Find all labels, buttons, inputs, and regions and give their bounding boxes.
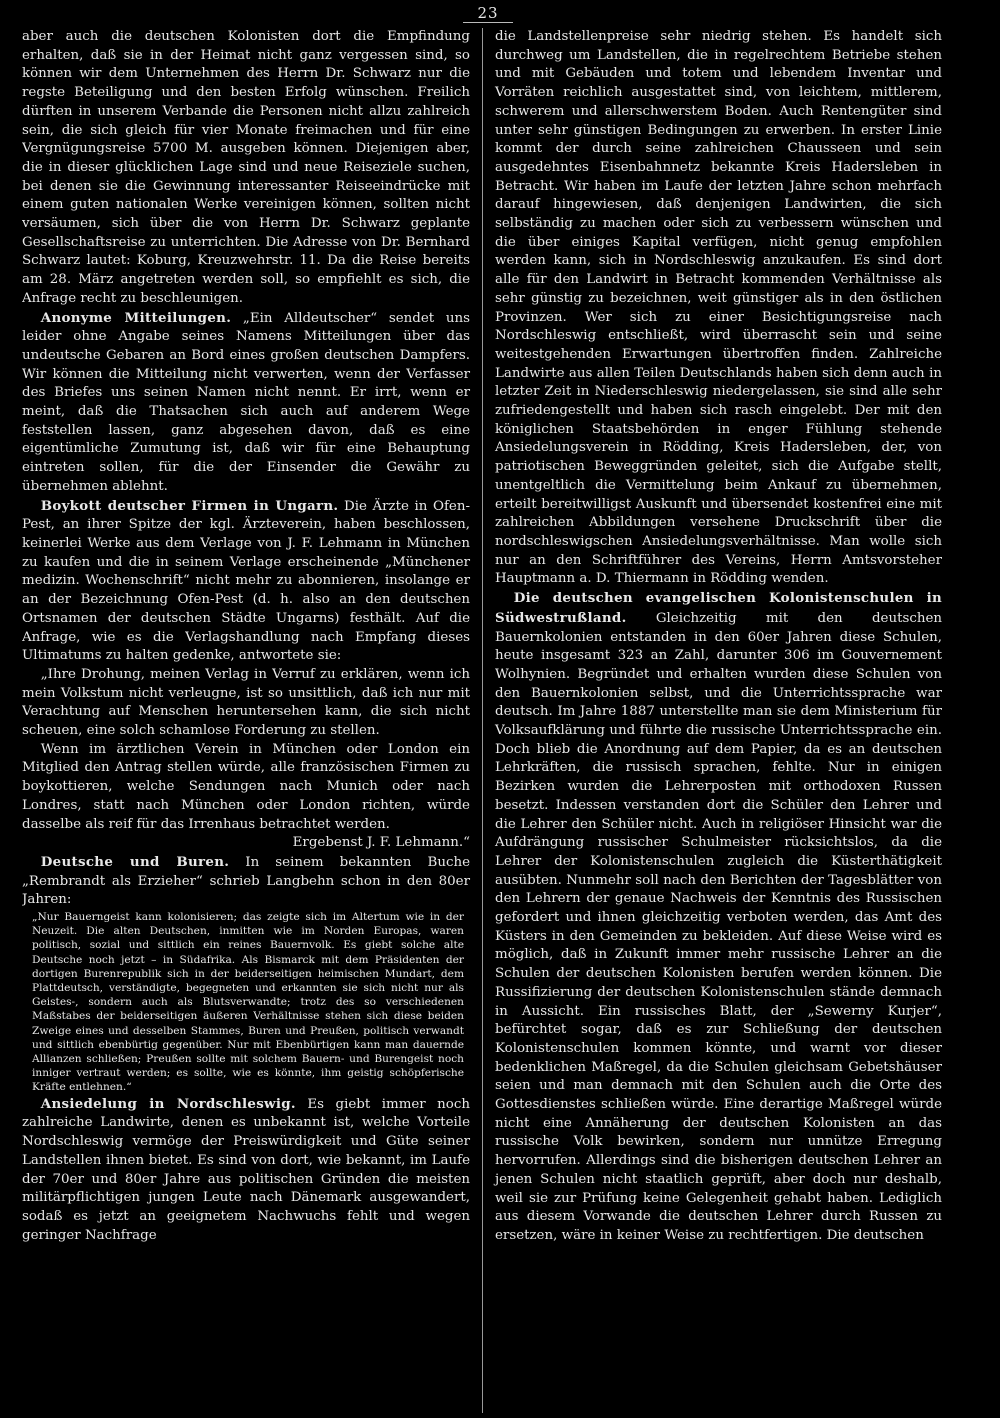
letter-paragraph: Wenn im ärztlichen Verein in München oder London ein Mitglied den Antrag stellen würde, alle französischen Firmen zu boykottieren, welche Sendungen nach Munich oder nach Londres, statt nach München oder London richten, würde dasselbe als reif für das Irrenhaus betrachtet werden. [22, 741, 470, 832]
article-heading: Boykott deutscher Firmen in Ungarn. [40, 497, 339, 514]
article-body: „Ein Alldeutscher“ sendet uns leider ohne Angabe seines Namens Mitteilungen über das undeutsche Gebaren an Bord eines großen deutschen Dampfers. Wir können die Mitteilung nicht verwerten, wenn der Verfasser des Briefes uns seinen Namen nicht nennt. Er irrt, wenn er meint, daß die Thatsachen sich auch auf anderem Wege feststellen lassen, ganz abgesehen davon, daß es eine eigentümliche Zumutung ist, daß wir für eine Behauptung eintreten sollen, für die der Einsender die Gewähr zu übernehmen ablehnt. [22, 310, 471, 494]
columns [22, 28, 954, 1413]
article-heading: Die deutschen evangelischen Kolonistenschulen in Südwestrußland. [495, 590, 942, 626]
right-column [482, 28, 942, 1413]
article-body: In seinem bekannten Buche „Rembrandt als Erzieher“ schrieb Langbehn schon in den 80er Jahren: [22, 854, 470, 908]
article-continuation: die Landstellenpreise sehr niedrig stehen. Es handelt sich durchweg um Landstellen, die in regelrechtem Betriebe stehen und mit Gebäuden und totem und lebendem Inventar und Vorräten reichlich ausgestattet sind, von leichtem, mittlerem, schwerem und allerschwerstem Boden. Auch Rentengüter sind unter sehr günstigen Bedingungen zu erwerben. In erster Linie kommt der durch seine zahlreichen Chausseen und sein ausgedehntes Eisenbahnnetz bekannte Kreis Hadersleben in Betracht. Wir haben im Laufe der letzten Jahre schon mehrfach darauf hingewiesen, daß denjenigen Landwirten, die sich selbständig zu machen oder sich zu verbessern wünschen und die über einiges Kapital verfügen, nicht genug empfohlen werden kann, sich in Nordschleswig anzukaufen. Es sind dort alle für den Landwirt in Betracht kommenden Verhältnisse als sehr günstig zu bezeichnen, weit günstiger als in den östlichen Provinzen. Wer sich zu einer Besichtigungsreise nach Nordschleswig entschließt, wird überrascht sein und seine weitestgehenden Erwartungen übertroffen finden. Zahlreiche Landwirte aus allen Teilen Deutschlands haben sich denn auch in letzter Zeit in Niederschleswig niedergelassen, sie sind alle sehr zufriedengestellt und haben sich rasch eingelebt. Der mit den königlichen Staatsbehörden in enger Fühlung stehende Ansiedelungsverein in Rödding, Kreis Hadersleben, der, von patriotischen Beweggründen geleitet, sich die Aufgabe stellt, unentgeltlich die Vermittelung beim Ankauf zu übernehmen, erteilt bereitwilligst Auskunft und übersendet kostenfrei eine mit zahlreichen Abbildungen versehene Druckschrift über die nordschleswigschen Ansiedelungsverhältnisse. Man wolle sich nur an den Schriftführer des Vereins, Herrn Amtsvorsteher Hauptmann a. D. Thiermann in Rödding wenden. [495, 29, 942, 587]
article-anonyme-mitteilungen [22, 309, 470, 497]
article-heading: Deutsche und Buren. [40, 853, 230, 870]
article-ansiedelung [22, 1095, 470, 1246]
article-body: Gleichzeitig mit den deutschen Bauernkolonien entstanden in den 60er Jahren diese Schulen, heute insgesamt 323 an Zahl, darunter 306 im Gouvernement Wolhynien. Begründet und erhalten wurden diese Schulen von den Bauernkolonien selbst, und die Unterrichtssprache war deutsch. Im Jahre 1887 unterstellte man sie dem Ministerium für Volksaufklärung und führte die russische Unterrichtssprache ein. Doch blieb die Anordnung auf dem Papier, da es an deutschen Lehrkräften, die russisch sprachen, fehlte. Nur in einigen Bezirken wurden die Lehrerposten mit orthodoxen Russen besetzt. Indessen verstanden dort die Schüler den Lehrer und die Lehrer den Schüler nicht. Auch in religiöser Hinsicht war die Aufdrängung russischer Schulmeister rücksichtslos, da die Lehrer der Kolonistenschulen zugleich die Küsterthätigkeit ausübten. Nunmehr soll nach den Berichten der Tagesblätter von den Lehrern der genaue Nachweis der Kenntnis des Russischen gefordert und ihnen gleichzeitig verboten werden, das Amt des Küsters in den Gemeinden zu bekleiden. Auf diese Weise wird es möglich, daß in Zukunft immer mehr russische Lehrer an die Schulen der deutschen Kolonisten berufen werden können. Die Russifizierung der deutschen Kolonistenschulen stände demnach in Aussicht. Ein russisches Blatt, der „Sewerny Kurjer“, befürchtet sogar, daß es zur Schließung der deutschen Kolonistenschulen kommen könnte, und warnt vor dieser bedenklichen Maßregel, da die Schulen gleichsam Gebetshäuser seien und man demnach mit den Schulen auch die Orte des Gottesdienstes schließen würde. Eine derartige Maßregel würde nicht eine Annäherung der deutschen Kolonisten an das russische Volk bewirken, sondern nur unnütze Erregung hervorrufen. Allerdings sind die bisherigen deutschen Lehrer an jenen Schulen nicht staatlich geprüft, aber doch nur deshalb, weil sie zur Prüfung keine Gelegenheit gehabt haben. Lediglich aus diesem Vorwande die deutschen Lehrer durch Russen zu ersetzen, wäre in keiner Weise zu rechtfertigen. Die deutschen [495, 610, 942, 1243]
letter-paragraph: „Ihre Drohung, meinen Verlag in Verruf zu erklären, wenn ich mein Volkstum nicht verleugne, ist so unsittlich, daß ich nur mit Verachtung auf Menschen heruntersehen kann, die sich nicht scheuen, eine solch schamlose Forderung zu stellen. [22, 666, 470, 739]
article-heading: Ansiedelung in Nordschleswig. [40, 1095, 296, 1112]
article-body: Die Ärzte in Ofen-Pest, an ihrer Spitze der kgl. Ärzteverein, haben beschlossen, keinerlei Werke aus dem Verlage von J. F. Lehmann in München zu kaufen und die in seinem Verlage erscheinende „Münchener medizin. Wochenschrift“ nicht mehr zu abonnieren, insolange er an der Bezeichnung Ofen-Pest (d. h. also an den deutschen Ortsnamen der deutschen Städte Ungarns) festhält. Auf die Anfrage, wie es die Verlagshandlung nach Empfang dieses Ultimatums zu halten gedenke, antwortete sie: [22, 498, 470, 664]
article-kolonistenschulen [495, 589, 942, 1246]
page-number: 23 [22, 4, 954, 28]
article-boykott [22, 497, 470, 666]
article-heading: Anonyme Mitteilungen. [40, 309, 232, 326]
left-column [22, 28, 482, 1413]
article-deutsche-und-buren [22, 853, 470, 910]
article-continuation: aber auch die deutschen Kolonisten dort die Empfindung erhalten, daß sie in der Heimat nicht ganz vergessen sind, so können wir dem Unternehmen des Herrn Dr. Schwarz nur die regste Beteiligung und den besten Erfolg wünschen. Freilich dürften in unserem Verbande die Personen nicht allzu zahlreich sein, die sich gleich für vier Monate freimachen und für eine Vergnügungsreise 5700 M. ausgeben können. Diejenigen aber, die in dieser glücklichen Lage sind und neue Reiseziele suchen, bei denen sie die Gewinnung interessanter Reiseeindrücke mit einem guten nationalen Werke vereinigen können, sollten nicht versäumen, sich über die von Herrn Dr. Schwarz geplante Gesellschaftsreise zu unterrichten. Die Adresse von Dr. Bernhard Schwarz lautet: Koburg, Kreuzwehrstr. 11. Da die Reise bereits am 28. März angetreten werden soll, so empfiehlt es sich, die Anfrage recht zu beschleunigen. [22, 29, 470, 306]
block-quote: „Nur Bauerngeist kann kolonisieren; das zeigte sich im Altertum wie in der Neuzeit. Die alten Deutschen, inmitten wie im Norden Europas, waren politisch, sozial und sittlich ein reines Bauernvolk. Es giebt solche alte Deutsche noch jetzt – in Südafrika. Als Bismarck mit dem Präsidenten der dortigen Burenrepublik sich in der beiderseitigen heimischen Mundart, dem Plattdeutsch, verständigte, begegneten und erkannten sie sich nicht nur als Geistes-, sondern auch als Blutsverwandte; trotz des so verschiedenen Maßstabes der beiderseitigen äußeren Verhältnisse stehen sich diese beiden Zweige eines und desselben Stammes, Buren und Preußen, politisch verwandt und sittlich ebenbürtig gegenüber. Nur mit Ebenbürtigen kann man dauernde Allianzen schließen; Preußen sollte mit solchem Bauern- und Burengeist noch inniger vertraut werden; es sollte, wie es könnte, ihm geistig schöpferische Kräfte entlehnen.“ [32, 911, 464, 1094]
article-body: Es giebt immer noch zahlreiche Landwirte, denen es unbekannt ist, welche Vorteile Nordschleswig vermöge der Preiswürdigkeit und Güte seiner Landstellen ihnen bietet. Es sind von dort, wie bekannt, im Laufe der 70er und 80er Jahre aus politischen Gründen die meisten militärpflichtigen jungen Leute nach Dänemark ausgewandert, sodaß es jetzt an geeignetem Nachwuchs fehlt und wegen geringer Nachfrage [22, 1096, 470, 1243]
letter-signature: Ergebenst J. F. Lehmann.“ [292, 835, 470, 851]
